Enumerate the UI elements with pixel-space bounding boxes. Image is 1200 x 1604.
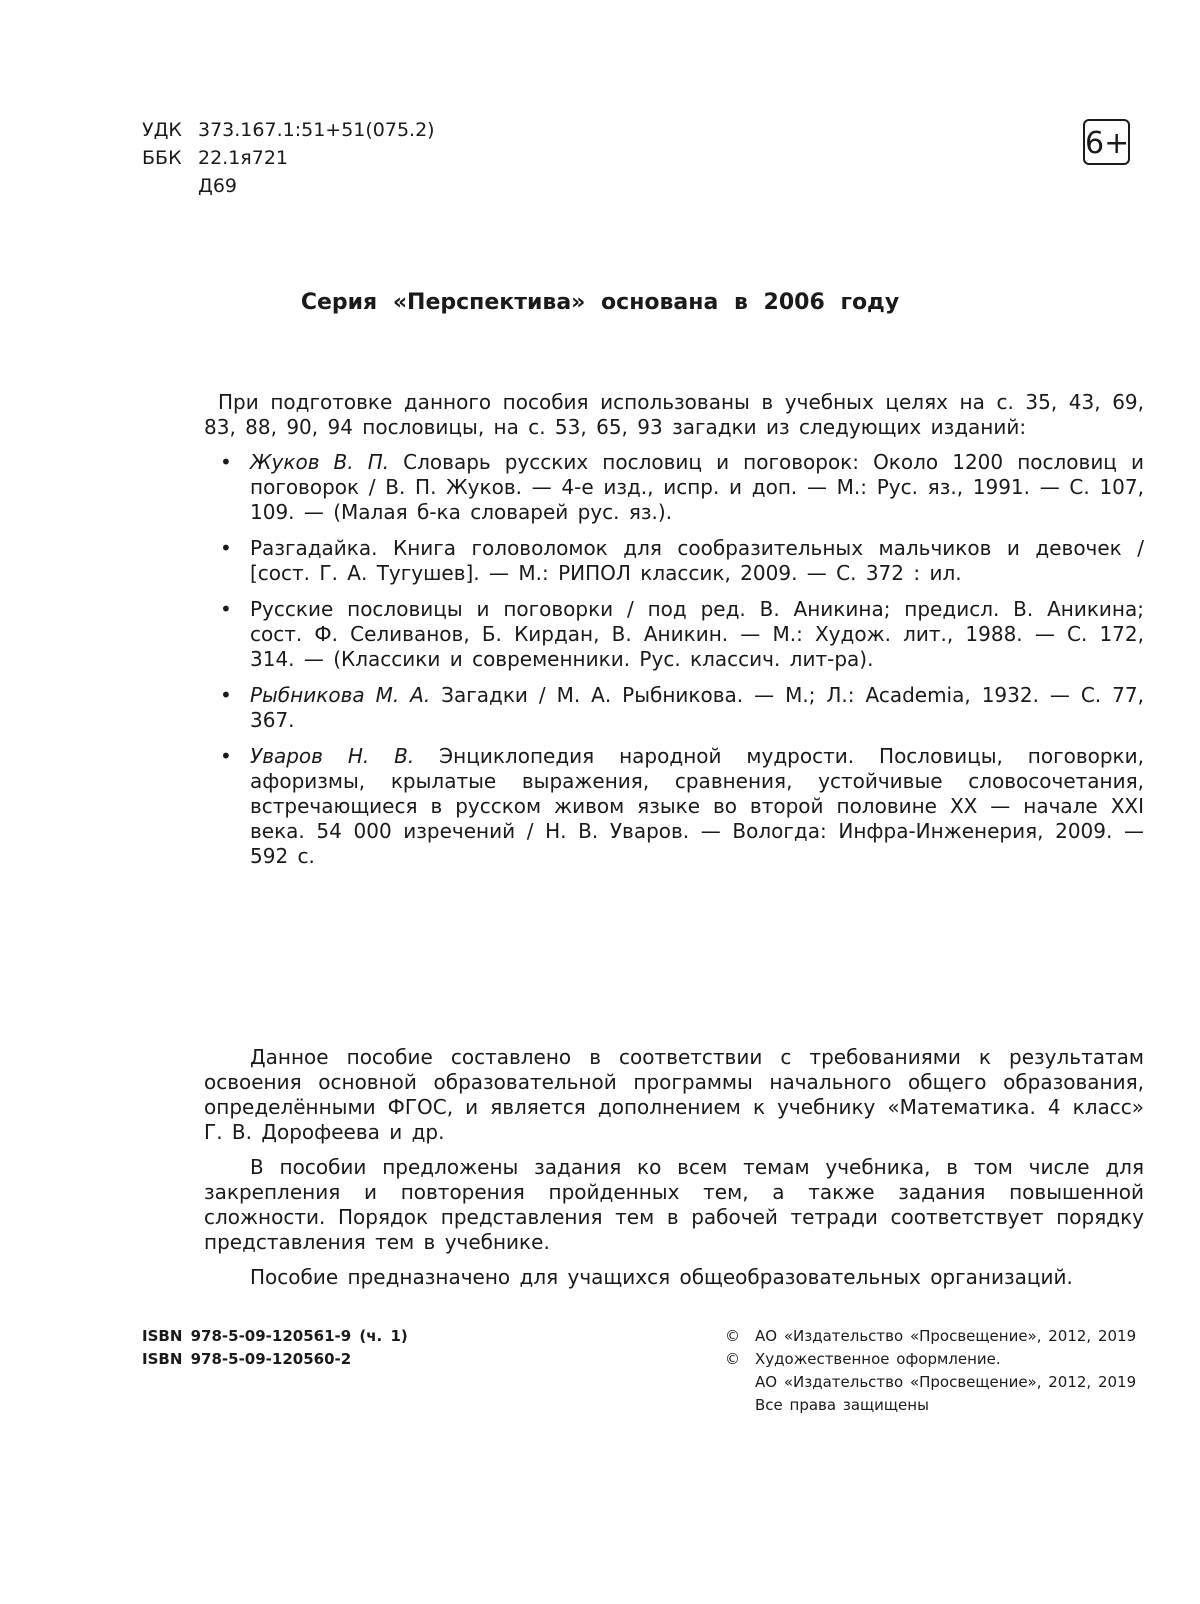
copyright-icon: © <box>725 1350 740 1368</box>
copyright-text: Художественное оформление. <box>755 1350 1001 1368</box>
udk-row <box>142 116 435 144</box>
source-text: Загадки / М. А. Рыбникова. — М.; Л.: Academia, 1932. — С. 77, 367. <box>250 683 1144 732</box>
copyright-line <box>725 1348 1143 1371</box>
source-text: Русские пословицы и поговорки / под ред. В. Аникина; предисл. В. Аникина; сост. Ф. Селиванов, Б. Кирдан, В. Аникин. — М.: Худож. лит., 1988. — С. 172, 314. — (Классики и современники. Рус. классич. лит-ра). <box>250 597 1144 671</box>
source-item <box>220 536 1144 586</box>
age-rating-badge: 6+ <box>1083 119 1130 165</box>
copyright-line <box>725 1371 1143 1394</box>
isbn-block <box>142 1325 408 1371</box>
isbn-part: ISBN 978-5-09-120561-9 (ч. 1) <box>142 1327 408 1345</box>
rights-reserved: Все права защищены <box>755 1396 929 1414</box>
copyright-spacer <box>725 1394 755 1417</box>
isbn-set: ISBN 978-5-09-120560-2 <box>142 1350 352 1368</box>
copyright-text: АО «Издательство «Просвещение», 2012, 2019 <box>755 1373 1137 1391</box>
about-section <box>204 1045 1144 1300</box>
bullet-icon: • <box>220 683 232 707</box>
source-item <box>220 450 1144 525</box>
author-sign-label <box>142 172 198 200</box>
source-item <box>220 744 1144 869</box>
udk-value: 373.167.1:51+51(075.2) <box>198 119 435 141</box>
udk-label: УДК <box>142 119 182 141</box>
copyright-spacer <box>725 1371 755 1394</box>
copyright-icon: © <box>725 1327 740 1345</box>
source-text: Энциклопедия народной мудрости. Пословицы, поговорки, афоризмы, крылатые выражения, сравнения, устойчивые словосочетания, встречающиеся в русском живом языке во второй половине XX — начале XXI века. 54 000 изречений / Н. В. Уваров. — Вологда: Инфра-Инженерия, 2009. — 592 с. <box>250 744 1144 868</box>
bullet-icon: • <box>220 536 232 560</box>
copyright-line <box>725 1394 1143 1417</box>
bullet-icon: • <box>220 597 232 621</box>
source-item <box>220 683 1144 733</box>
copyright-line <box>725 1325 1143 1348</box>
source-text: Разгадайка. Книга головоломок для сообразительных мальчиков и девочек / [сост. Г. А. Тугушев]. — М.: РИПОЛ классик, 2009. — С. 372 : ил. <box>250 536 1144 585</box>
about-paragraph: Пособие предназначено для учащихся общеобразовательных организаций. <box>250 1265 1073 1289</box>
copyright-block <box>725 1325 1143 1417</box>
bullet-icon: • <box>220 450 232 474</box>
bullet-icon: • <box>220 744 232 768</box>
usage-intro: При подготовке данного пособия использованы в учебных целях на с. 35, 43, 69, 83, 88, 90, 94 пословицы, на с. 53, 65, 93 загадки из следующих изданий: <box>204 390 1144 439</box>
about-paragraph: Данное пособие составлено в соответствии с требованиями к результатам освоения основной образовательной программы начального общего образования, определёнными ФГОС, и является дополнением к учебнику «Математика. 4 класс» Г. В. Дорофеева и др. <box>204 1045 1144 1144</box>
bbk-label: ББК <box>142 147 182 169</box>
author-sign-value: Д69 <box>198 175 238 197</box>
bbk-value: 22.1я721 <box>198 147 288 169</box>
source-item <box>220 597 1144 672</box>
source-author: Жуков В. П. <box>250 450 390 474</box>
copyright-text: АО «Издательство «Просвещение», 2012, 2019 <box>755 1327 1137 1345</box>
classification-block <box>142 116 435 200</box>
series-line: Серия «Перспектива» основана в 2006 году <box>300 290 900 315</box>
source-list <box>204 450 1144 869</box>
author-sign-row <box>142 172 435 200</box>
source-text: Словарь русских пословиц и поговорок: Около 1200 пословиц и поговорок / В. П. Жуков. — 4-е изд., испр. и доп. — М.: Рус. яз., 1991. — С. 107, 109. — (Малая б-ка словарей рус. яз.). <box>250 450 1144 524</box>
source-author: Уваров Н. В. <box>250 744 415 768</box>
source-author: Рыбникова М. А. <box>250 683 431 707</box>
usage-notice <box>204 390 1144 880</box>
about-paragraph: В пособии предложены задания ко всем темам учебника, в том числе для закрепления и повторения пройденных тем, а также задания повышенной сложности. Порядок представления тем в рабочей тетради соответствует порядку представления тем в учебнике. <box>204 1155 1144 1254</box>
bbk-row <box>142 144 435 172</box>
